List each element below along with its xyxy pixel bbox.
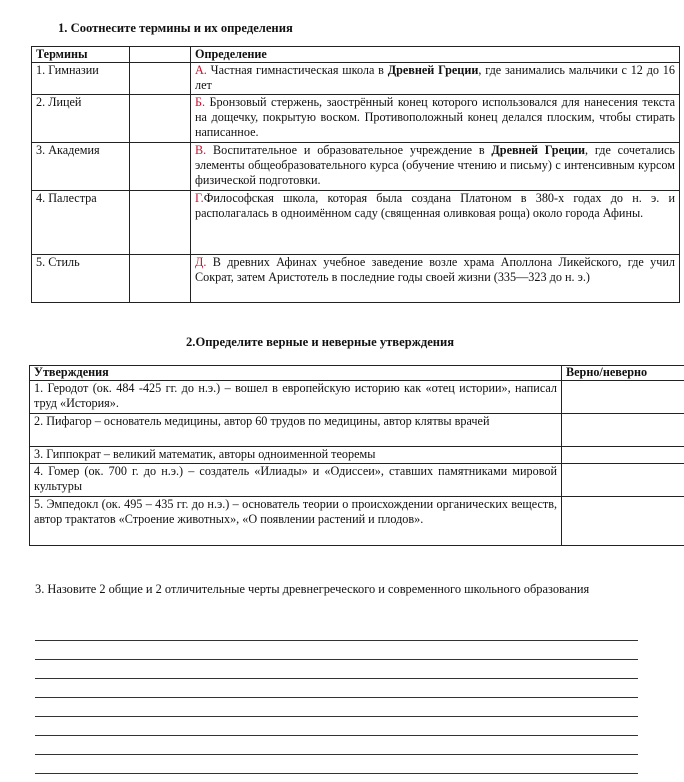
table-row [32,191,680,255]
answer-line[interactable] [35,697,638,698]
definition-text: Философская школа, которая была создана Платоном в 380-х годах до н. э. и располагалась в одноимённом саду (священная оливковая роща) около города Афины. [195,191,675,220]
definition-text: Частная гимнастическая школа в Древней Греции, где занимались мальчики с 12 до 16 лет [195,63,675,92]
definition-letter: В. [195,143,207,157]
statement-cell: 3. Гиппократ – великий математик, авторы одноименной теоремы [30,447,562,464]
term-cell: 4. Палестра [32,191,130,255]
table-row [30,414,684,447]
table-row [32,63,680,95]
definition-cell [191,63,680,95]
answer-line[interactable] [35,659,638,660]
answer-line[interactable] [35,716,638,717]
table-row [30,497,684,546]
statements-table-header [30,366,684,381]
table-row [30,464,684,497]
answer-blank-cell[interactable] [130,95,191,143]
answer-line[interactable] [35,678,638,679]
true-false-column-header: Верно/неверно [562,366,684,381]
term-cell: 5. Стиль [32,255,130,303]
statements-table [29,365,684,546]
true-false-answer-cell[interactable] [562,464,684,497]
terms-table-header [32,47,680,63]
true-false-answer-cell[interactable] [562,497,684,546]
table-row [30,381,684,414]
section2-heading: 2.Определите верные и неверные утверждения [186,335,455,349]
definition-cell [191,95,680,143]
answer-line[interactable] [35,773,638,774]
definition-text: В древних Афинах учебное заведение возле храма Аполлона Ликейского, где учил Сократ, затем Аристотель в последние годы своей жизни (335—323 до н. э.) [195,255,675,284]
true-false-answer-cell[interactable] [562,447,684,464]
terms-table [31,46,680,303]
definition-cell [191,255,680,303]
statement-cell: 4. Гомер (ок. 700 г. до н.э.) – создатель «Илиады» и «Одиссеи», ставших памятниками мировой культуры [30,464,562,497]
statements-column-header: Утверждения [30,366,562,381]
answer-blank-cell[interactable] [130,63,191,95]
answer-line[interactable] [35,640,638,641]
definition-letter: Д. [195,255,207,269]
definition-column-header: Определение [191,47,680,63]
table-row [30,447,684,464]
definition-letter: Г. [195,191,204,205]
term-cell: 2. Лицей [32,95,130,143]
answer-blank-header [130,47,191,63]
answer-blank-cell[interactable] [130,255,191,303]
terms-column-header: Термины [32,47,130,63]
section1-heading: 1. Соотнесите термины и их определения [58,21,293,35]
definition-text: Бронзовый стержень, заострённый конец которого использовался для нанесения текста на дощечку, покрытую воском. Противоположный конец делался плоским, чтобы стирать написанное. [195,95,675,139]
answer-blank-cell[interactable] [130,143,191,191]
true-false-answer-cell[interactable] [562,381,684,414]
definition-letter: А. [195,63,207,77]
definition-cell [191,143,680,191]
term-cell: 1. Гимназии [32,63,130,95]
answer-line[interactable] [35,735,638,736]
statement-cell: 2. Пифагор – основатель медицины, автор 60 трудов по медицины, автор клятвы врачей [30,414,562,447]
definition-letter: Б. [195,95,206,109]
table-row [32,255,680,303]
table-row [32,95,680,143]
statement-cell: 5. Эмпедокл (ок. 495 – 435 гг. до н.э.) – основатель теории о происхождении органических веществ, автор трактатов «Строение животных», «О появлении растений и плодов». [30,497,562,546]
term-cell: 3. Академия [32,143,130,191]
true-false-answer-cell[interactable] [562,414,684,447]
answer-blank-cell[interactable] [130,191,191,255]
statement-cell: 1. Геродот (ок. 484 -425 гг. до н.э.) – вошел в европейскую историю как «отец истории», написал труд «История». [30,381,562,414]
section3-question: 3. Назовите 2 общие и 2 отличительные черты древнегреческого и современного школьного образования [35,582,590,596]
definition-cell [191,191,680,255]
table-row [32,143,680,191]
definition-text: Воспитательное и образовательное учреждение в Древней Греции, где сочетались элементы общеобразовательного курса (обучение чтению и письму) с интенсивным курсом физической подготовки. [195,143,675,187]
answer-line[interactable] [35,754,638,755]
